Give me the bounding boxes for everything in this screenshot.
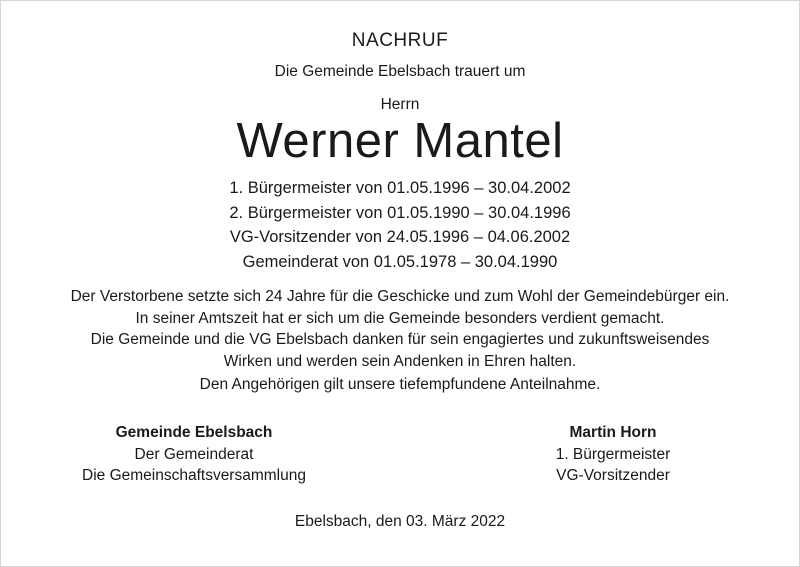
office-line: 2. Bürgermeister von 01.05.1990 – 30.04.1996	[229, 203, 571, 222]
signature-line: Der Gemeinderat	[134, 445, 254, 463]
notice-body	[0, 286, 800, 372]
signature-line: VG-Vorsitzender	[556, 467, 670, 484]
office-line: 1. Bürgermeister von 01.05.1996 – 30.04.2002	[229, 179, 571, 197]
signature-person: Martin Horn	[569, 424, 657, 441]
dateline: Ebelsbach, den 03. März 2022	[294, 513, 506, 530]
office-line: VG-Vorsitzender von 24.05.1996 – 04.06.2002	[229, 228, 571, 246]
body-line: Die Gemeinde und die VG Ebelsbach danken für sein engagiertes und zukunftsweisendes	[90, 331, 710, 348]
notice-intro: Die Gemeinde Ebelsbach trauert um	[274, 63, 526, 80]
office-line: Gemeinderat von 01.05.1978 – 30.04.1990	[242, 252, 558, 271]
signature-line: 1. Bürgermeister	[555, 445, 671, 463]
body-line: Wirken und werden sein Andenken in Ehren halten.	[223, 352, 577, 370]
offices-list	[0, 176, 800, 274]
signature-mayor	[500, 422, 726, 487]
signature-municipality	[40, 422, 348, 487]
notice-salutation: Herrn	[380, 96, 420, 113]
body-line: Der Verstorbene setzte sich 24 Jahre für die Geschicke und zum Wohl der Gemeindebürger ein.	[70, 288, 730, 305]
body-line: In seiner Amtszeit hat er sich um die Gemeinde besonders verdient gemacht.	[135, 309, 665, 327]
signature-org: Gemeinde Ebelsbach	[115, 424, 273, 441]
deceased-name: Werner Mantel	[236, 114, 564, 168]
signature-line: Die Gemeinschaftsversammlung	[82, 467, 306, 484]
condolence-text: Den Angehörigen gilt unsere tiefempfundene Anteilnahme.	[199, 376, 601, 393]
notice-heading: NACHRUF	[351, 30, 449, 51]
